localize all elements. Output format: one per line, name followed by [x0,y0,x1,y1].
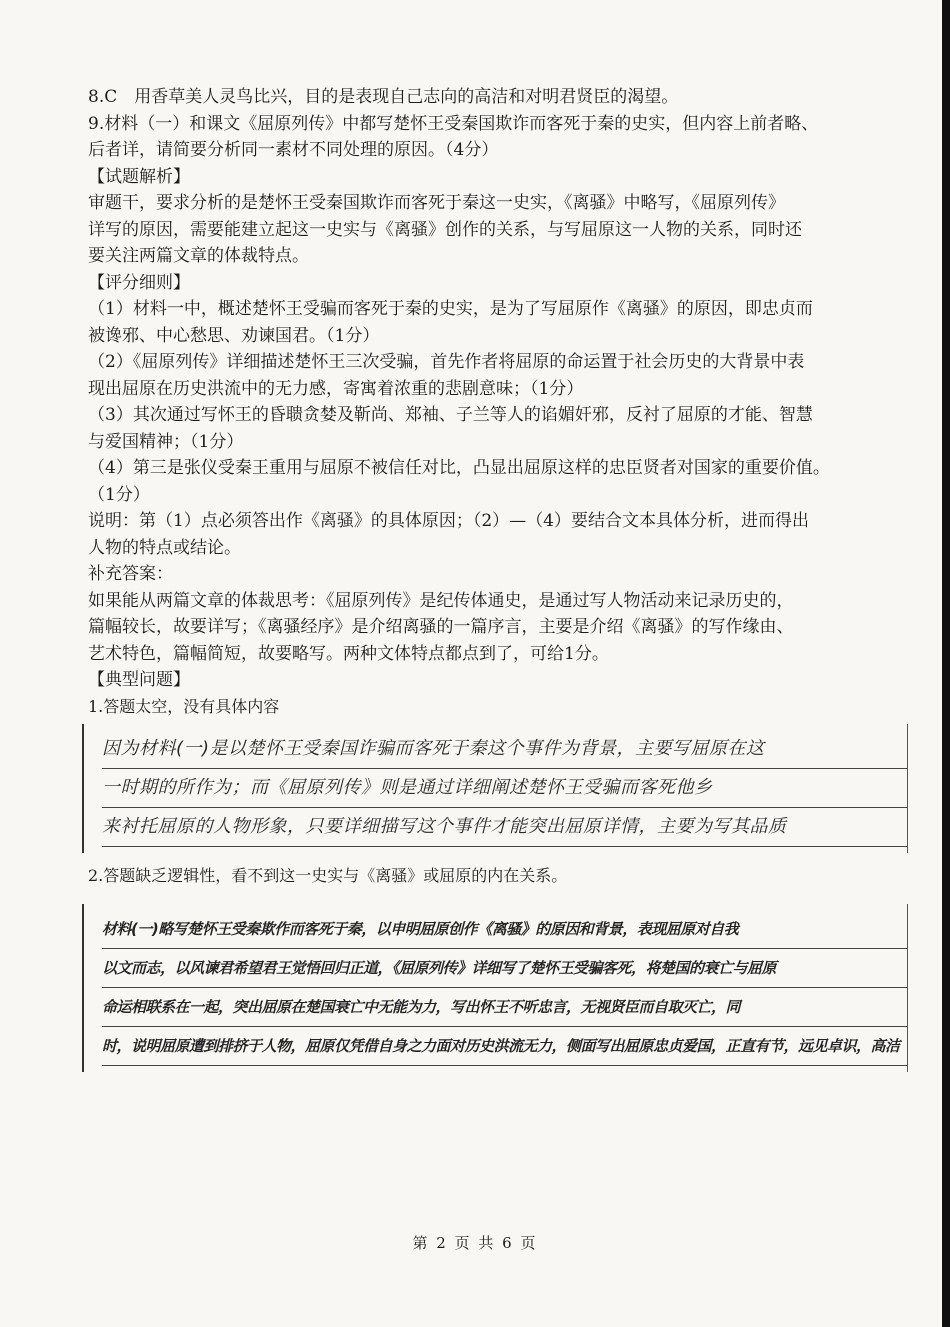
problem-1-label: 1.答题太空，没有具体内容 [88,696,280,716]
scoring-2b: 现出屈原在历史洪流中的无力感，寄寓着浓重的悲剧意味；（1分） [88,378,584,399]
supplement-line1: 如果能从两篇文章的体裁思考：《屈原列传》是纪传体通史，是通过写人物活动来记录历史的， [88,590,794,611]
analysis-heading: 【试题解析】 [88,166,190,187]
supplement-heading: 补充答案： [88,564,173,584]
analysis-line2: 详写的原因，需要能建立起这一史实与《离骚》创作的关系，与写屈原这一人物的关系，同时还 [88,219,802,240]
scoring-3a: （3）其次通过写怀王的昏聩贪婪及靳尚、郑袖、子兰等人的谄媚奸邪，反衬了屈原的才能、智慧 [88,405,813,425]
scoring-4b: （1分） [88,484,150,505]
q9-question-line1: 9.材料（一）和课文《屈原列传》中都写楚怀王受秦国欺诈而客死于秦的史实，但内容上前者略、 [88,113,819,134]
handwriting-line: 因为材料(一)是以楚怀王受秦国诈骗而客死于秦这个事件为背景，主要写屈原在这 [102,730,907,769]
handwritten-sample-2 [82,904,908,1072]
supplement-line2: 篇幅较长，故要详写；《离骚经序》是介绍离骚的一篇序言，主要是介绍《离骚》的写作缘由、 [88,617,794,637]
handwriting-line: 材料(一)略写楚怀王受秦欺作而客死于秦，以申明屈原创作《离骚》的原因和背景，表现屈原对自我 [102,910,907,949]
q8-answer: 8.C 用香草美人灵鸟比兴，目的是表现自己志向的高洁和对明君贤臣的渴望。 [88,87,679,107]
handwriting-line: 以文而志，以风谏君希望君王觉悟回归正道，《屈原列传》详细写了楚怀王受骗客死，将楚国的衰亡与屈原 [102,949,907,988]
problem-2-label: 2.答题缺乏逻辑性，看不到这一史实与《离骚》或屈原的内在关系。 [88,866,568,885]
scoring-4a: （4）第三是张仪受秦王重用与屈原不被信任对比，凸显出屈原这样的忠臣贤者对国家的重要价值。 [88,458,830,478]
scoring-3b: 与爱国精神；（1分） [88,431,244,452]
analysis-line1: 审题干，要求分析的是楚怀王受秦国欺诈而客死于秦这一史实，《离骚》中略写，《屈原列传》 [88,193,785,213]
scan-edge [942,0,950,1327]
note-line2: 人物的特点或结论。 [88,537,241,558]
scoring-heading: 【评分细则】 [88,272,190,293]
note-line1: 说明：第（1）点必须答出作《离骚》的具体原因；（2）—（4）要结合文本具体分析，进而得出 [88,511,809,531]
analysis-line3: 要关注两篇文章的体裁特点。 [88,246,309,266]
handwriting-line: 来衬托屈原的人物形象，只要详细描写这个事件才能突出屈原详情，主要为写其品质 [102,808,907,847]
scoring-2a: （2）《屈原列传》详细描述楚怀王三次受骗，首先作者将屈原的命运置于社会历史的大背景中表 [88,352,805,372]
handwritten-sample-1 [82,724,908,853]
typical-problems-heading: 【典型问题】 [88,670,190,690]
scoring-1b: 被谗邪、中心愁思、劝谏国君。（1分） [88,325,380,346]
handwriting-line: 时，说明屈原遭到排挤于人物，屈原仅凭借自身之力面对历史洪流无力，侧面写出屈原忠贞爱国，正直有节，远见卓识，高洁 [102,1027,907,1066]
page-number: 第 2 页 共 6 页 [412,1234,538,1252]
answer-key-content [88,84,908,1076]
handwriting-line: 一时期的所作为；而《屈原列传》则是通过详细阐述楚怀王受骗而客死他乡 [102,769,907,808]
scoring-1a: （1）材料一中，概述楚怀王受骗而客死于秦的史实，是为了写屈原作《离骚》的原因，即忠贞而 [88,299,813,319]
supplement-line3: 艺术特色，篇幅简短，故要略写。两种文体特点都点到了，可给1分。 [88,643,609,664]
handwriting-line: 命运相联系在一起，突出屈原在楚国衰亡中无能为力，写出怀王不听忠言，无视贤臣而自取灭亡，同 [102,988,907,1027]
q9-question-line2: 后者详，请简要分析同一素材不同处理的原因。（4分） [88,140,499,160]
